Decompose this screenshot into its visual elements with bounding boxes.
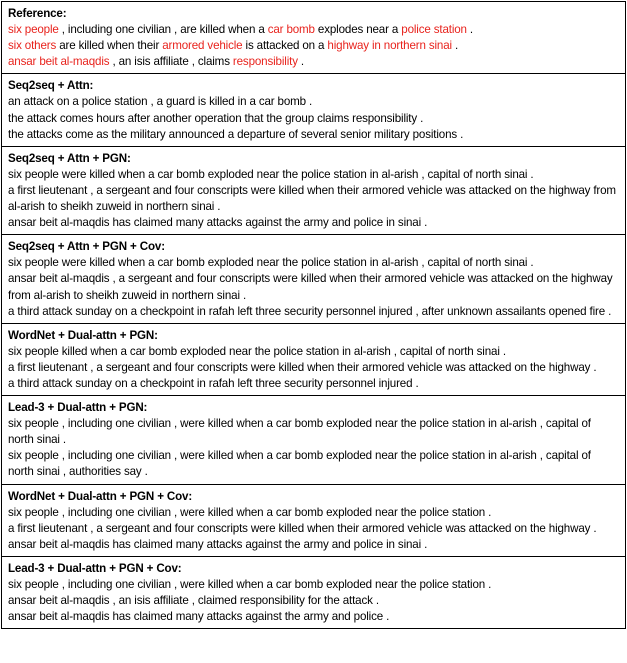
plain-text: , including one civilian , are killed when a: [58, 23, 268, 37]
highlight-phrase: responsibility: [232, 55, 298, 69]
highlight-phrase: six people: [8, 23, 59, 37]
summary-block-lead3-dual-attn-pgn: [2, 395, 625, 483]
plain-text: .: [466, 23, 473, 37]
block-title: WordNet + Dual-attn + PGN:: [8, 328, 158, 342]
summary-line: ansar beit al-maqdis , an isis affiliate , claimed responsibility for the attack .: [8, 594, 379, 608]
highlight-phrase: highway in northern sinai: [327, 39, 452, 53]
highlight-phrase: police station: [401, 23, 467, 37]
summary-block-seq2seq-attn-pgn-cov: [2, 234, 625, 322]
plain-text: .: [297, 55, 304, 69]
block-title: Lead-3 + Dual-attn + PGN:: [8, 401, 148, 415]
summary-line: a first lieutenant , a sergeant and four conscripts were killed when their armored vehicle was attacked on the highway .: [8, 360, 597, 374]
summary-line: the attacks come as the military announced a departure of several senior military positions .: [8, 127, 464, 141]
plain-text: are killed when their: [56, 39, 163, 53]
summary-line: ansar beit al-maqdis has claimed many attacks against the army and police .: [8, 610, 390, 624]
reference-line: [8, 22, 619, 38]
block-title: Reference:: [8, 7, 67, 20]
summary-line: ansar beit al-maqdis has claimed many attacks against the army and police in sinai .: [8, 537, 428, 551]
block-title: WordNet + Dual-attn + PGN + Cov:: [8, 489, 193, 503]
summary-line: six people , including one civilian , were killed when a car bomb exploded near the police station .: [8, 578, 492, 591]
highlight-phrase: ansar beit al-maqdis: [8, 55, 110, 69]
summary-block-wordnet-dual-attn-pgn: [2, 323, 625, 395]
summary-line: six people , including one civilian , were killed when a car bomb exploded near the police station .: [8, 505, 492, 519]
summary-line: six people were killed when a car bomb exploded near the police station in al-arish , capital of north sinai .: [8, 256, 534, 270]
summary-line: six people killed when a car bomb exploded near the police station in al-arish , capital of north sinai .: [8, 344, 506, 358]
highlight-phrase: car bomb: [267, 23, 315, 37]
summary-line: a third attack sunday on a checkpoint in rafah left three security personnel injured , after unknown assailants opened fire .: [8, 304, 612, 318]
summaries-table: [1, 1, 626, 629]
highlight-phrase: armored vehicle: [162, 39, 243, 53]
summary-line: six people , including one civilian , were killed when a car bomb exploded near the police station in al-arish , capital of north sinai .: [8, 417, 591, 447]
plain-text: .: [451, 39, 459, 53]
summary-line: six people , including one civilian , were killed when a car bomb exploded near the police station in al-arish , capital of north sinai , authorities say .: [8, 449, 591, 479]
summary-block-wordnet-dual-attn-pgn-cov: [2, 484, 625, 556]
highlight-phrase: six others: [8, 39, 57, 53]
reference-line: [8, 38, 619, 54]
summary-line: a first lieutenant , a sergeant and four conscripts were killed when their armored vehicle was attacked on the highway from al-arish to sheikh zuweid in northern sinai .: [8, 183, 616, 214]
block-title: Seq2seq + Attn + PGN:: [8, 151, 131, 165]
summary-line: six people were killed when a car bomb exploded near the police station in al-arish , capital of north sinai .: [8, 167, 534, 181]
summary-line: ansar beit al-maqdis has claimed many attacks against the army and police in sinai .: [8, 216, 428, 230]
summary-block-lead3-dual-attn-pgn-cov: [2, 556, 625, 628]
summary-line: the attack comes hours after another operation that the group claims responsibility .: [8, 111, 424, 125]
summary-line: a first lieutenant , a sergeant and four conscripts were killed when their armored vehicle was attacked on the highway .: [8, 521, 597, 535]
plain-text: explodes near a: [314, 23, 402, 37]
plain-text: is attacked on a: [242, 39, 328, 53]
summary-block-seq2seq-attn: [2, 73, 625, 145]
reference-line: [8, 54, 619, 70]
plain-text: , an isis affiliate , claims: [109, 55, 233, 69]
summary-line: a third attack sunday on a checkpoint in rafah left three security personnel injured .: [8, 376, 419, 390]
block-title: Seq2seq + Attn:: [8, 79, 94, 93]
block-title: Seq2seq + Attn + PGN + Cov:: [8, 240, 165, 254]
summary-line: an attack on a police station , a guard is killed in a car bomb .: [8, 95, 313, 109]
block-title: Lead-3 + Dual-attn + PGN + Cov:: [8, 561, 182, 575]
reference-block: [2, 2, 625, 73]
summary-block-seq2seq-attn-pgn: [2, 146, 625, 234]
summary-line: ansar beit al-maqdis , a sergeant and four conscripts were killed when their armored vehicle was attacked on the highway from al-arish to sheikh zuweid in northern sinai .: [8, 272, 613, 302]
